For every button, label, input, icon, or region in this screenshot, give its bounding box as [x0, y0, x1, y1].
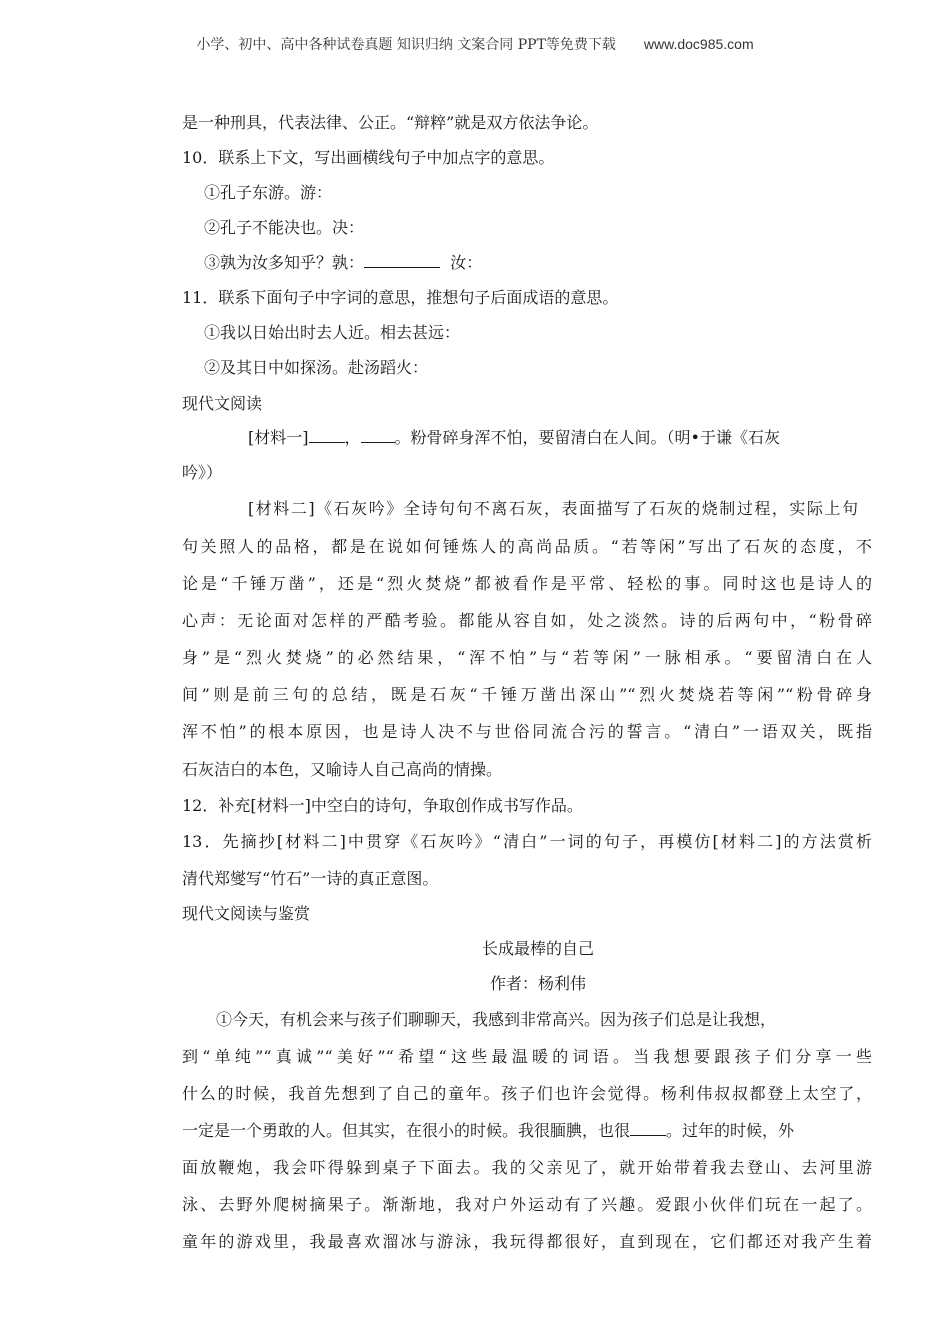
header-site: www.doc985.com — [643, 36, 754, 52]
section-heading: 现代文阅读 — [182, 394, 263, 413]
section-heading: 现代文阅读与鉴赏 — [182, 904, 311, 923]
material-2-line: 句关照人的品格，都是在说如何锤炼人的高尚品质。“若等闲”写出了石灰的态度，不 — [182, 537, 872, 556]
text-line: 是一种刑具，代表法律、公正。“辩粹”就是双方依法争论。 — [182, 113, 599, 132]
article-line: 到“单纯”“真诚”“美好”“希望“这些最温暖的词语。当我想要跟孩子们分享一些 — [182, 1047, 872, 1066]
q10-3-text: ③孰为汝多知乎？孰： — [204, 253, 365, 272]
material-2-line: 石灰洁白的本色，又喻诗人自己高尚的情操。 — [182, 760, 503, 779]
poem-blank-2 — [361, 428, 395, 443]
article-line: 什么的时候，我首先想到了自己的童年。孩子们也许会觉得。杨利伟叔叔都登上太空了， — [182, 1084, 872, 1103]
article-text: 一定是一个勇敢的人。但其实，在很小的时候。我很腼腆，也很 — [182, 1121, 631, 1140]
article-title: 长成最棒的自己 — [481, 939, 594, 958]
material-2-line: 间”则是前三句的总结，既是石灰“千锤万凿出深山”“烈火焚烧若等闲”“粉骨碎身 — [182, 685, 872, 704]
answer-blank — [364, 253, 440, 268]
header-text: 小学、初中、高中各种试卷真题 知识归纳 文案合同 PPT等免费下载 — [196, 37, 616, 53]
question-10-item-2: ②孔子不能决也。决： — [204, 218, 365, 237]
word-blank — [630, 1121, 666, 1136]
material-1-label: [材料一] — [248, 428, 309, 447]
article-line: 面放鞭炮，我会吓得躲到桌子下面去。我的父亲见了，就开始带着我去登山、去河里游 — [182, 1158, 872, 1177]
question-13: 13．先摘抄[材料二]中贯穿《石灰吟》“清白”一词的句子，再模仿[材料二]的方法赏析 — [182, 832, 872, 851]
question-10-item-1: ①孔子东游。游： — [204, 183, 333, 202]
material-2-line: 论是“千锤万凿”，还是“烈火焚烧”都被看作是平常、轻松的事。同时这也是诗人的 — [182, 574, 872, 593]
article-line: 泳、去野外爬树摘果子。渐渐地，我对户外运动有了兴趣。爱跟小伙伴们玩在一起了。 — [182, 1195, 872, 1214]
material-1-continued: 吟》） — [182, 463, 223, 482]
question-11: 11．联系下面句子中字词的意思，推想句子后面成语的意思。 — [182, 288, 619, 307]
poem-blank-1 — [309, 428, 345, 443]
article-line — [182, 1120, 872, 1142]
article-author: 作者：杨利伟 — [489, 974, 586, 993]
question-12: 12．补充[材料一]中空白的诗句，争取创作成书写作品。 — [182, 796, 583, 815]
article-line: ①今天，有机会来与孩子们聊聊天，我感到非常高兴。因为孩子们总是让我想， — [216, 1010, 777, 1029]
question-10: 10．联系上下文，写出画横线句子中加点字的意思。 — [182, 148, 555, 167]
material-2-line: 身”是“烈火焚烧”的必然结果，“浑不怕”与“若等闲”一脉相承。“要留清白在人 — [182, 648, 872, 667]
material-2-line: 浑不怕”的根本原因，也是诗人决不与世俗同流合污的誓言。“清白”一语双关，既指 — [182, 722, 872, 741]
material-2-line: [材料二]《石灰吟》全诗句句不离石灰，表面描写了石灰的烧制过程，实际上句 — [248, 499, 858, 518]
question-11-item-2: ②及其日中如探汤。赴汤蹈火： — [204, 358, 429, 377]
q10-3-text-b: 汝： — [450, 253, 483, 272]
question-13-continued: 清代郑燮写“竹石”一诗的真正意图。 — [182, 869, 439, 888]
blank-separator: ， — [344, 428, 361, 447]
material-2-line: 心声：无论面对怎样的严酷考验。都能从容自如，处之淡然。诗的后两句中，“粉骨碎 — [182, 611, 872, 630]
material-1 — [248, 427, 938, 449]
page-header — [0, 34, 950, 54]
question-11-item-1: ①我以日始出时去人近。相去甚远： — [204, 323, 461, 342]
article-text: 。过年的时候，外 — [666, 1121, 795, 1140]
question-10-item-3 — [204, 252, 894, 274]
article-line: 童年的游戏里，我最喜欢溜冰与游泳，我玩得都很好，直到现在，它们都还对我产生着 — [182, 1232, 872, 1251]
material-1-text: 。粉骨碎身浑不怕，要留清白在人间。（明•于谦《石灰 — [394, 428, 780, 447]
